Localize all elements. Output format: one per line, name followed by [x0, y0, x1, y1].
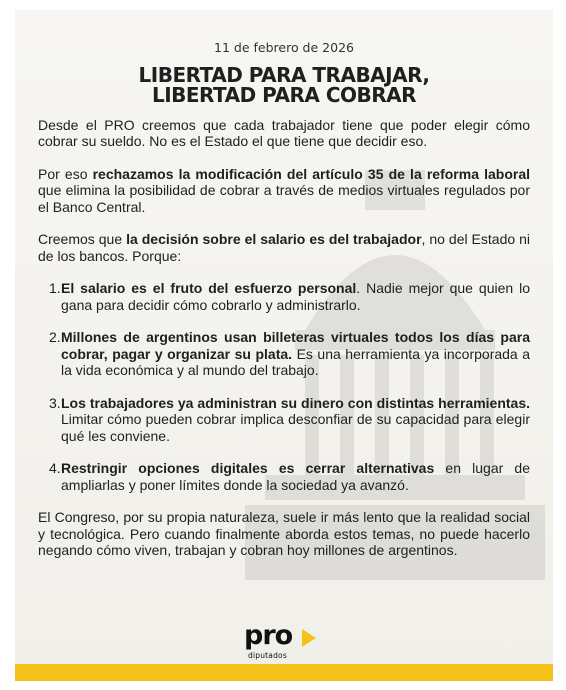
rejection-bold: rechazamos la modificación del artículo 35 de la reforma laboral	[92, 165, 530, 182]
reason-number: 1.	[49, 280, 61, 296]
headline-line-2: LIBERTAD PARA COBRAR	[151, 82, 417, 107]
reason-text: . Nadie mejor que quien lo gana para decidir cómo cobrarlo y administrarlo.	[61, 280, 531, 313]
statement-content	[38, 40, 530, 575]
logo-subtitle: diputados	[248, 651, 287, 660]
accent-bar	[15, 664, 553, 681]
reason-number: 4.	[49, 460, 61, 476]
reason-text: Limitar cómo pueden cobrar implica desconfiar de su capacidad para elegir qué les conviene.	[61, 411, 530, 444]
logo-wordmark: pro	[244, 620, 293, 651]
reason-number: 2.	[49, 329, 61, 345]
reason-bold: Restringir opciones digitales es cerrar alternativas	[61, 460, 435, 476]
reason-item	[38, 395, 530, 445]
reason-bold: El salario es el fruto del esfuerzo personal	[61, 280, 357, 296]
reason-item	[38, 280, 530, 313]
intro-paragraph: Desde el PRO creemos que cada trabajador tiene que poder elegir cómo cobrar su sueldo. No es el Estado el que tiene que decidir eso.	[38, 116, 530, 149]
publication-date: 11 de febrero de 2026	[214, 40, 354, 55]
reason-bold: Los trabajadores ya administran su dinero con distintas herramientas.	[61, 394, 530, 411]
pro-diputados-logo	[15, 620, 553, 660]
reason-number: 3.	[49, 394, 61, 411]
closing-paragraph: El Congreso, por su propia naturaleza, suele ir más lento que la realidad social y tecnológica. Pero cuando finalmente aborda estos temas, no puede hacerlo negando cómo viven, trabajan y cobran hoy millones de argentinos.	[38, 509, 530, 558]
reason-text: Es una herramienta ya incorporada a la vida económica y al mundo del trabajo.	[61, 345, 531, 378]
belief-pre: Creemos que	[38, 231, 127, 247]
logo-mark	[244, 620, 324, 660]
reason-text: en lugar de ampliarlas y poner límites donde la sociedad ya avanzó.	[61, 460, 530, 493]
belief-paragraph	[38, 231, 530, 264]
reason-item	[38, 329, 530, 379]
rejection-post: que elimina la posibilidad de cobrar a través de medios virtuales regulados por el Banco Central.	[38, 182, 530, 215]
reasons-list	[38, 280, 530, 493]
reason-bold: Millones de argentinos usan billeteras virtuales todos los días para cobrar, pagar y organizar su plata.	[61, 329, 530, 362]
headline	[38, 62, 530, 107]
rejection-paragraph	[38, 166, 530, 216]
rejection-pre: Por eso	[38, 165, 93, 182]
play-triangle-icon	[302, 629, 316, 647]
headline-line-1: LIBERTAD PARA TRABAJAR,	[138, 62, 430, 87]
belief-bold: la decisión sobre el salario es del trabajador	[126, 231, 422, 247]
statement-card	[15, 10, 553, 681]
belief-post: , no del Estado ni de los bancos. Porque:	[38, 231, 530, 264]
reason-item	[38, 460, 530, 493]
